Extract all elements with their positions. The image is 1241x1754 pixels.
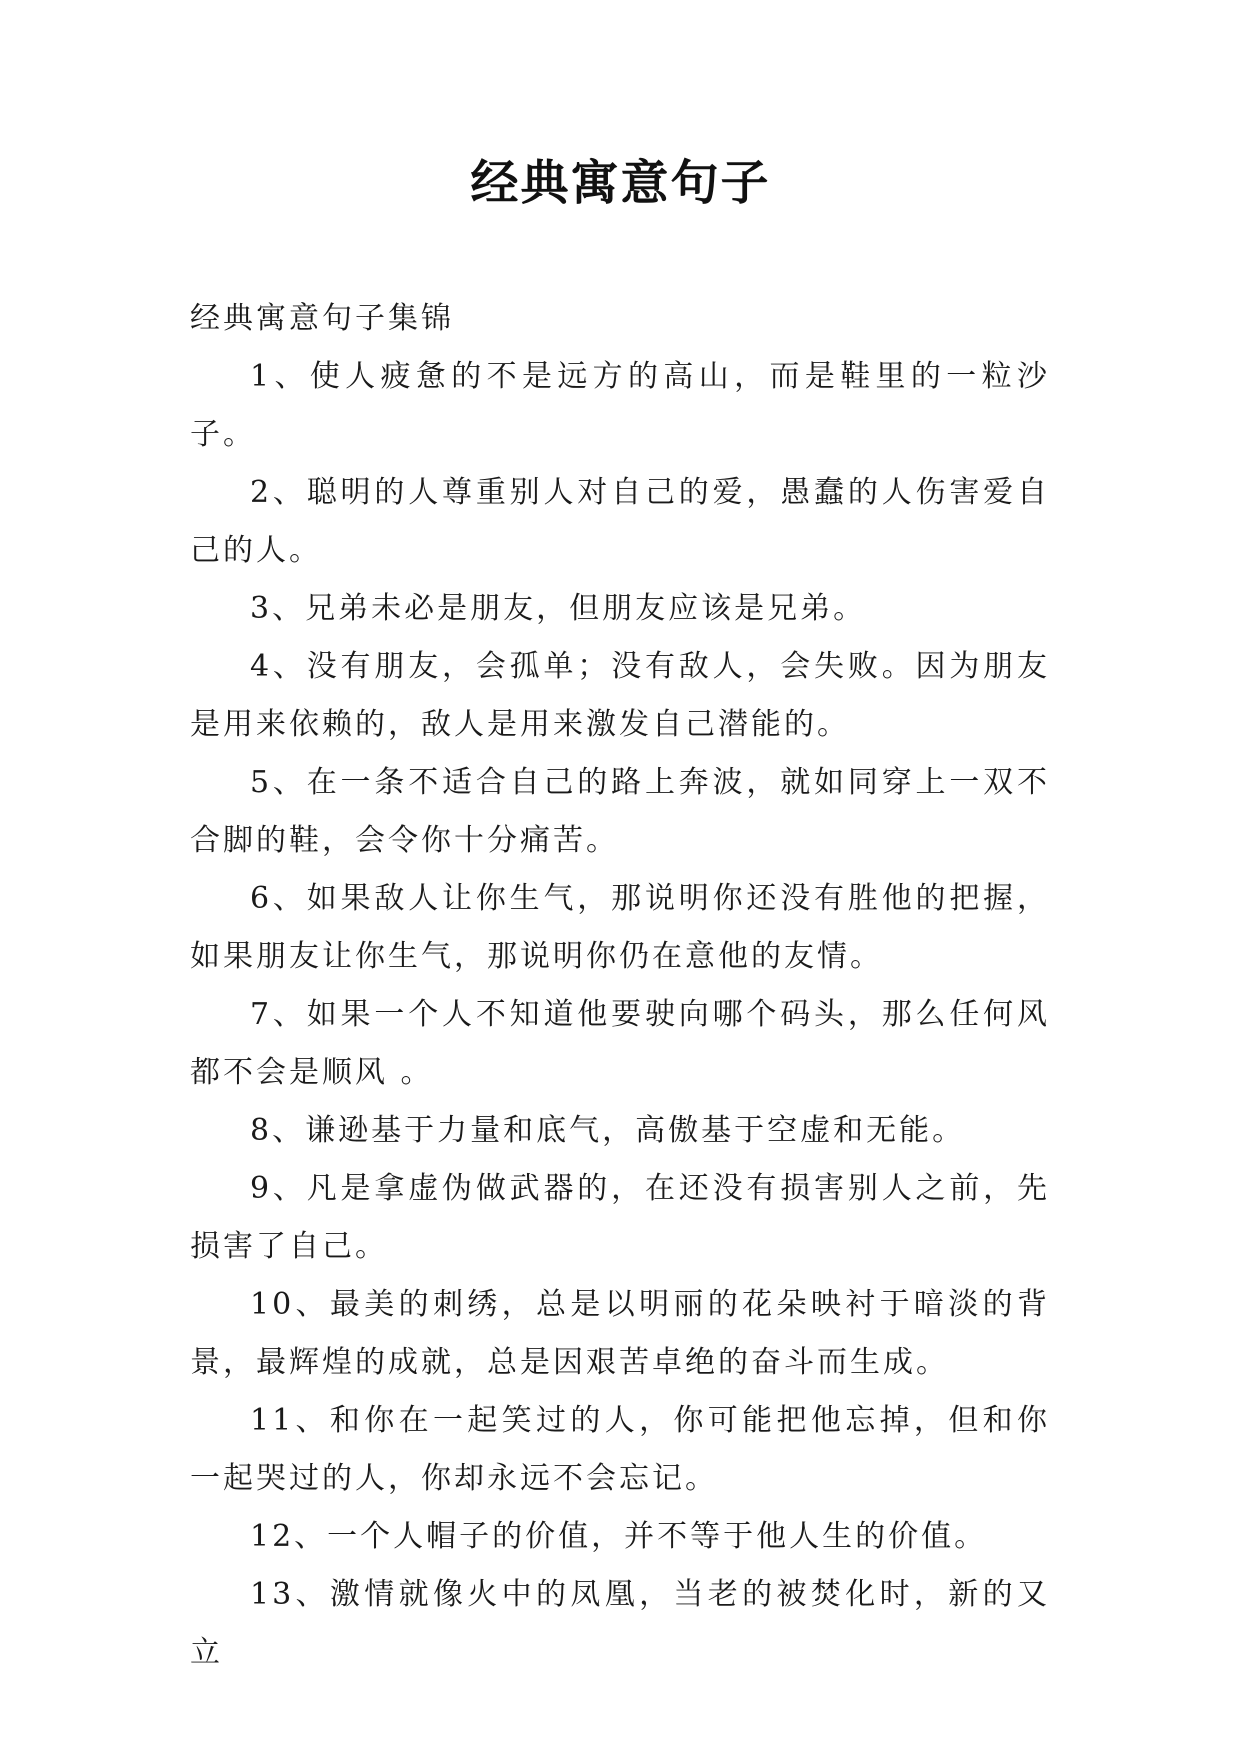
list-item: 5、在一条不适合自己的路上奔波，就如同穿上一双不合脚的鞋，会令你十分痛苦。 <box>190 765 1050 858</box>
list-item: 12、一个人帽子的价值，并不等于他人生的价值。 <box>250 1519 988 1554</box>
list-item: 4、没有朋友，会孤单；没有敌人，会失败。因为朋友是用来依赖的，敌人是用来激发自己潜能的。 <box>190 649 1050 742</box>
list-item: 13、激情就像火中的凤凰，当老的被焚化时，新的又立 <box>190 1577 1050 1670</box>
list-item: 9、凡是拿虚伪做武器的，在还没有损害别人之前，先损害了自己。 <box>190 1171 1050 1264</box>
list-item: 6、如果敌人让你生气，那说明你还没有胜他的把握，如果朋友让你生气，那说明你仍在意他的友情。 <box>190 881 1050 974</box>
list-item: 1、使人疲惫的不是远方的高山，而是鞋里的一粒沙子。 <box>190 359 1050 452</box>
list-item: 3、兄弟未必是朋友，但朋友应该是兄弟。 <box>250 591 867 626</box>
list-item: 7、如果一个人不知道他要驶向哪个码头，那么任何风都不会是顺风 。 <box>190 997 1050 1090</box>
list-item: 10、最美的刺绣，总是以明丽的花朵映衬于暗淡的背景，最辉煌的成就，总是因艰苦卓绝的奋斗而生成。 <box>190 1287 1050 1380</box>
document-subtitle: 经典寓意句子集锦 <box>190 301 454 336</box>
list-item: 11、和你在一起笑过的人，你可能把他忘掉，但和你一起哭过的人，你却永远不会忘记。 <box>190 1403 1050 1496</box>
page-title: 经典寓意句子 <box>470 155 771 211</box>
list-item: 8、谦逊基于力量和底气，高傲基于空虚和无能。 <box>250 1113 966 1148</box>
list-item: 2、聪明的人尊重别人对自己的爱，愚蠢的人伤害爱自己的人。 <box>190 475 1050 568</box>
document-body <box>190 290 1050 1682</box>
